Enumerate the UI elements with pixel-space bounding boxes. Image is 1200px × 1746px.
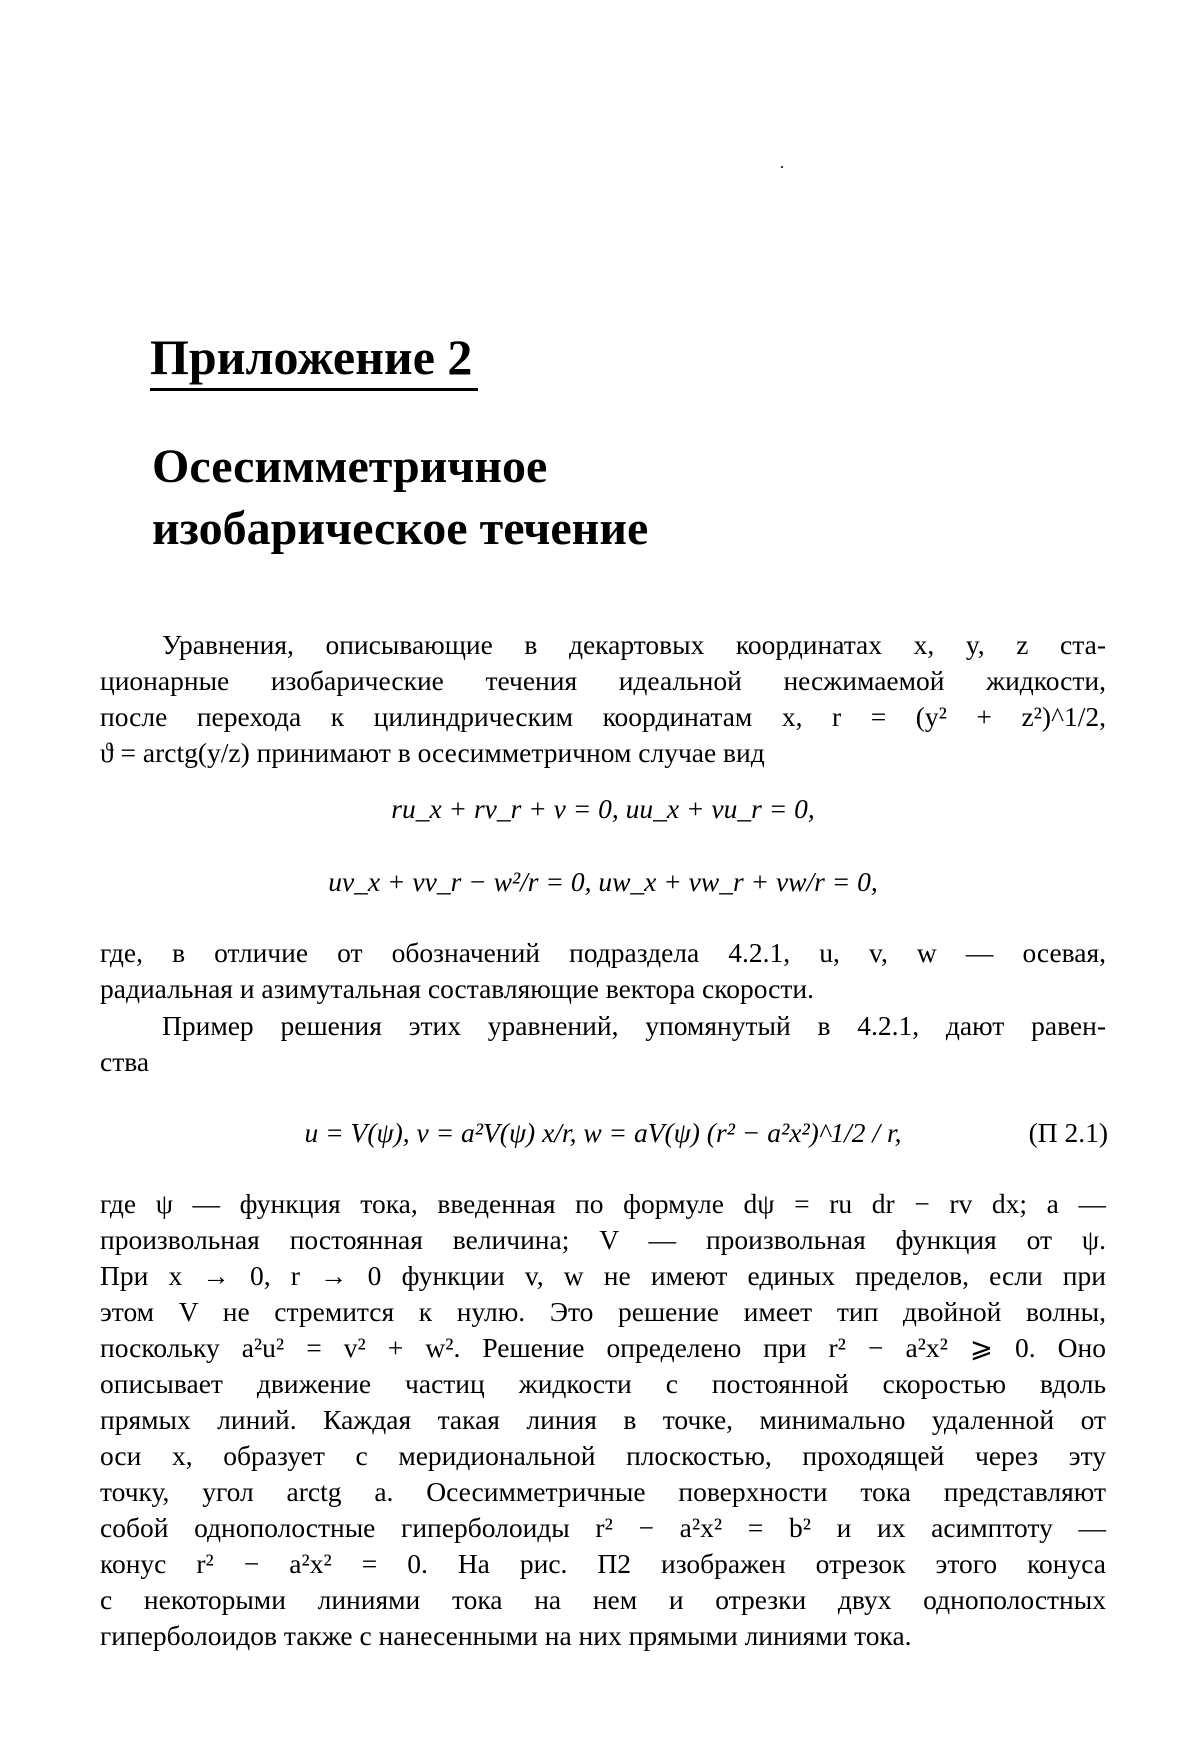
text-line: прямых линий. Каждая такая линия в точке, минимально удаленной от [100, 1404, 1106, 1435]
page-speck [781, 166, 783, 168]
text-line: после перехода к цилиндрическим координатам x, r = (y² + z²)^1/2, [100, 701, 1106, 732]
text-line: гиперболоидов также с нанесенными на них прямыми линиями тока. [100, 1620, 912, 1651]
text-line: собой однополостные гиперболоиды r² − a²x² = b² и их асимптоту — [100, 1512, 1106, 1543]
text-line: точку, угол arctg a. Осесимметричные поверхности тока представляют [100, 1476, 1106, 1507]
text-line: произвольная постоянная величина; V — произвольная функция от ψ. [100, 1224, 1106, 1255]
paragraph-example [100, 1008, 1106, 1080]
chapter-title-line-2: изобарическое течение [152, 502, 649, 555]
paragraph-intro [100, 627, 1106, 771]
paragraph-solution [100, 1186, 1106, 1654]
paragraph-definitions [100, 935, 1106, 1007]
equation-line-1: ru_x + rv_r + v = 0, uu_x + vu_r = 0, [391, 793, 815, 824]
appendix-heading: Приложение 2 [150, 326, 478, 391]
text-line: ционарные изобарические течения идеальной несжимаемой жидкости, [100, 665, 1106, 696]
text-line: где ψ — функция тока, введенная по формуле dψ = ru dr − rv dx; a — [100, 1188, 1106, 1219]
text-line: Пример решения этих уравнений, упомянутый в 4.2.1, дают равен- [162, 1010, 1106, 1041]
text-line: ϑ = arctg(y/z) принимают в осесимметричном случае вид [100, 737, 765, 768]
text-line: поскольку a²u² = v² + w². Решение определено при r² − a²x² ⩾ 0. Оно [100, 1332, 1106, 1363]
text-line: При x → 0, r → 0 функции v, w не имеют единых пределов, если при [100, 1260, 1106, 1291]
chapter-title-line-1: Осесимметричное [152, 440, 548, 493]
equation-line-2: uv_x + vv_r − w²/r = 0, uw_x + vw_r + vw/r = 0, [328, 866, 878, 897]
text-line: конус r² − a²x² = 0. На рис. П2 изображен отрезок этого конуса [100, 1548, 1106, 1579]
equation-number: (П 2.1) [1028, 1117, 1108, 1148]
text-line: где, в отличие от обозначений подраздела 4.2.1, u, v, w — осевая, [100, 937, 1106, 968]
chapter-title [152, 436, 648, 560]
text-line: оси x, образует с меридиональной плоскостью, проходящей через эту [100, 1440, 1106, 1471]
text-line: радиальная и азимутальная составляющие вектора скорости. [100, 973, 814, 1004]
equation-p2-1: u = V(ψ), v = a²V(ψ) x/r, w = aV(ψ) (r² − a²x²)^1/2 / r, [304, 1117, 902, 1148]
text-line: этом V не стремится к нулю. Это решение имеет тип двойной волны, [100, 1296, 1106, 1327]
text-line: описывает движение частиц жидкости с постоянной скоростью вдоль [100, 1368, 1106, 1399]
text-line: с некоторыми линиями тока на нем и отрезки двух однополостных [100, 1584, 1106, 1615]
text-line: Уравнения, описывающие в декартовых координатах x, y, z ста- [162, 629, 1106, 660]
text-line: ства [100, 1046, 150, 1077]
